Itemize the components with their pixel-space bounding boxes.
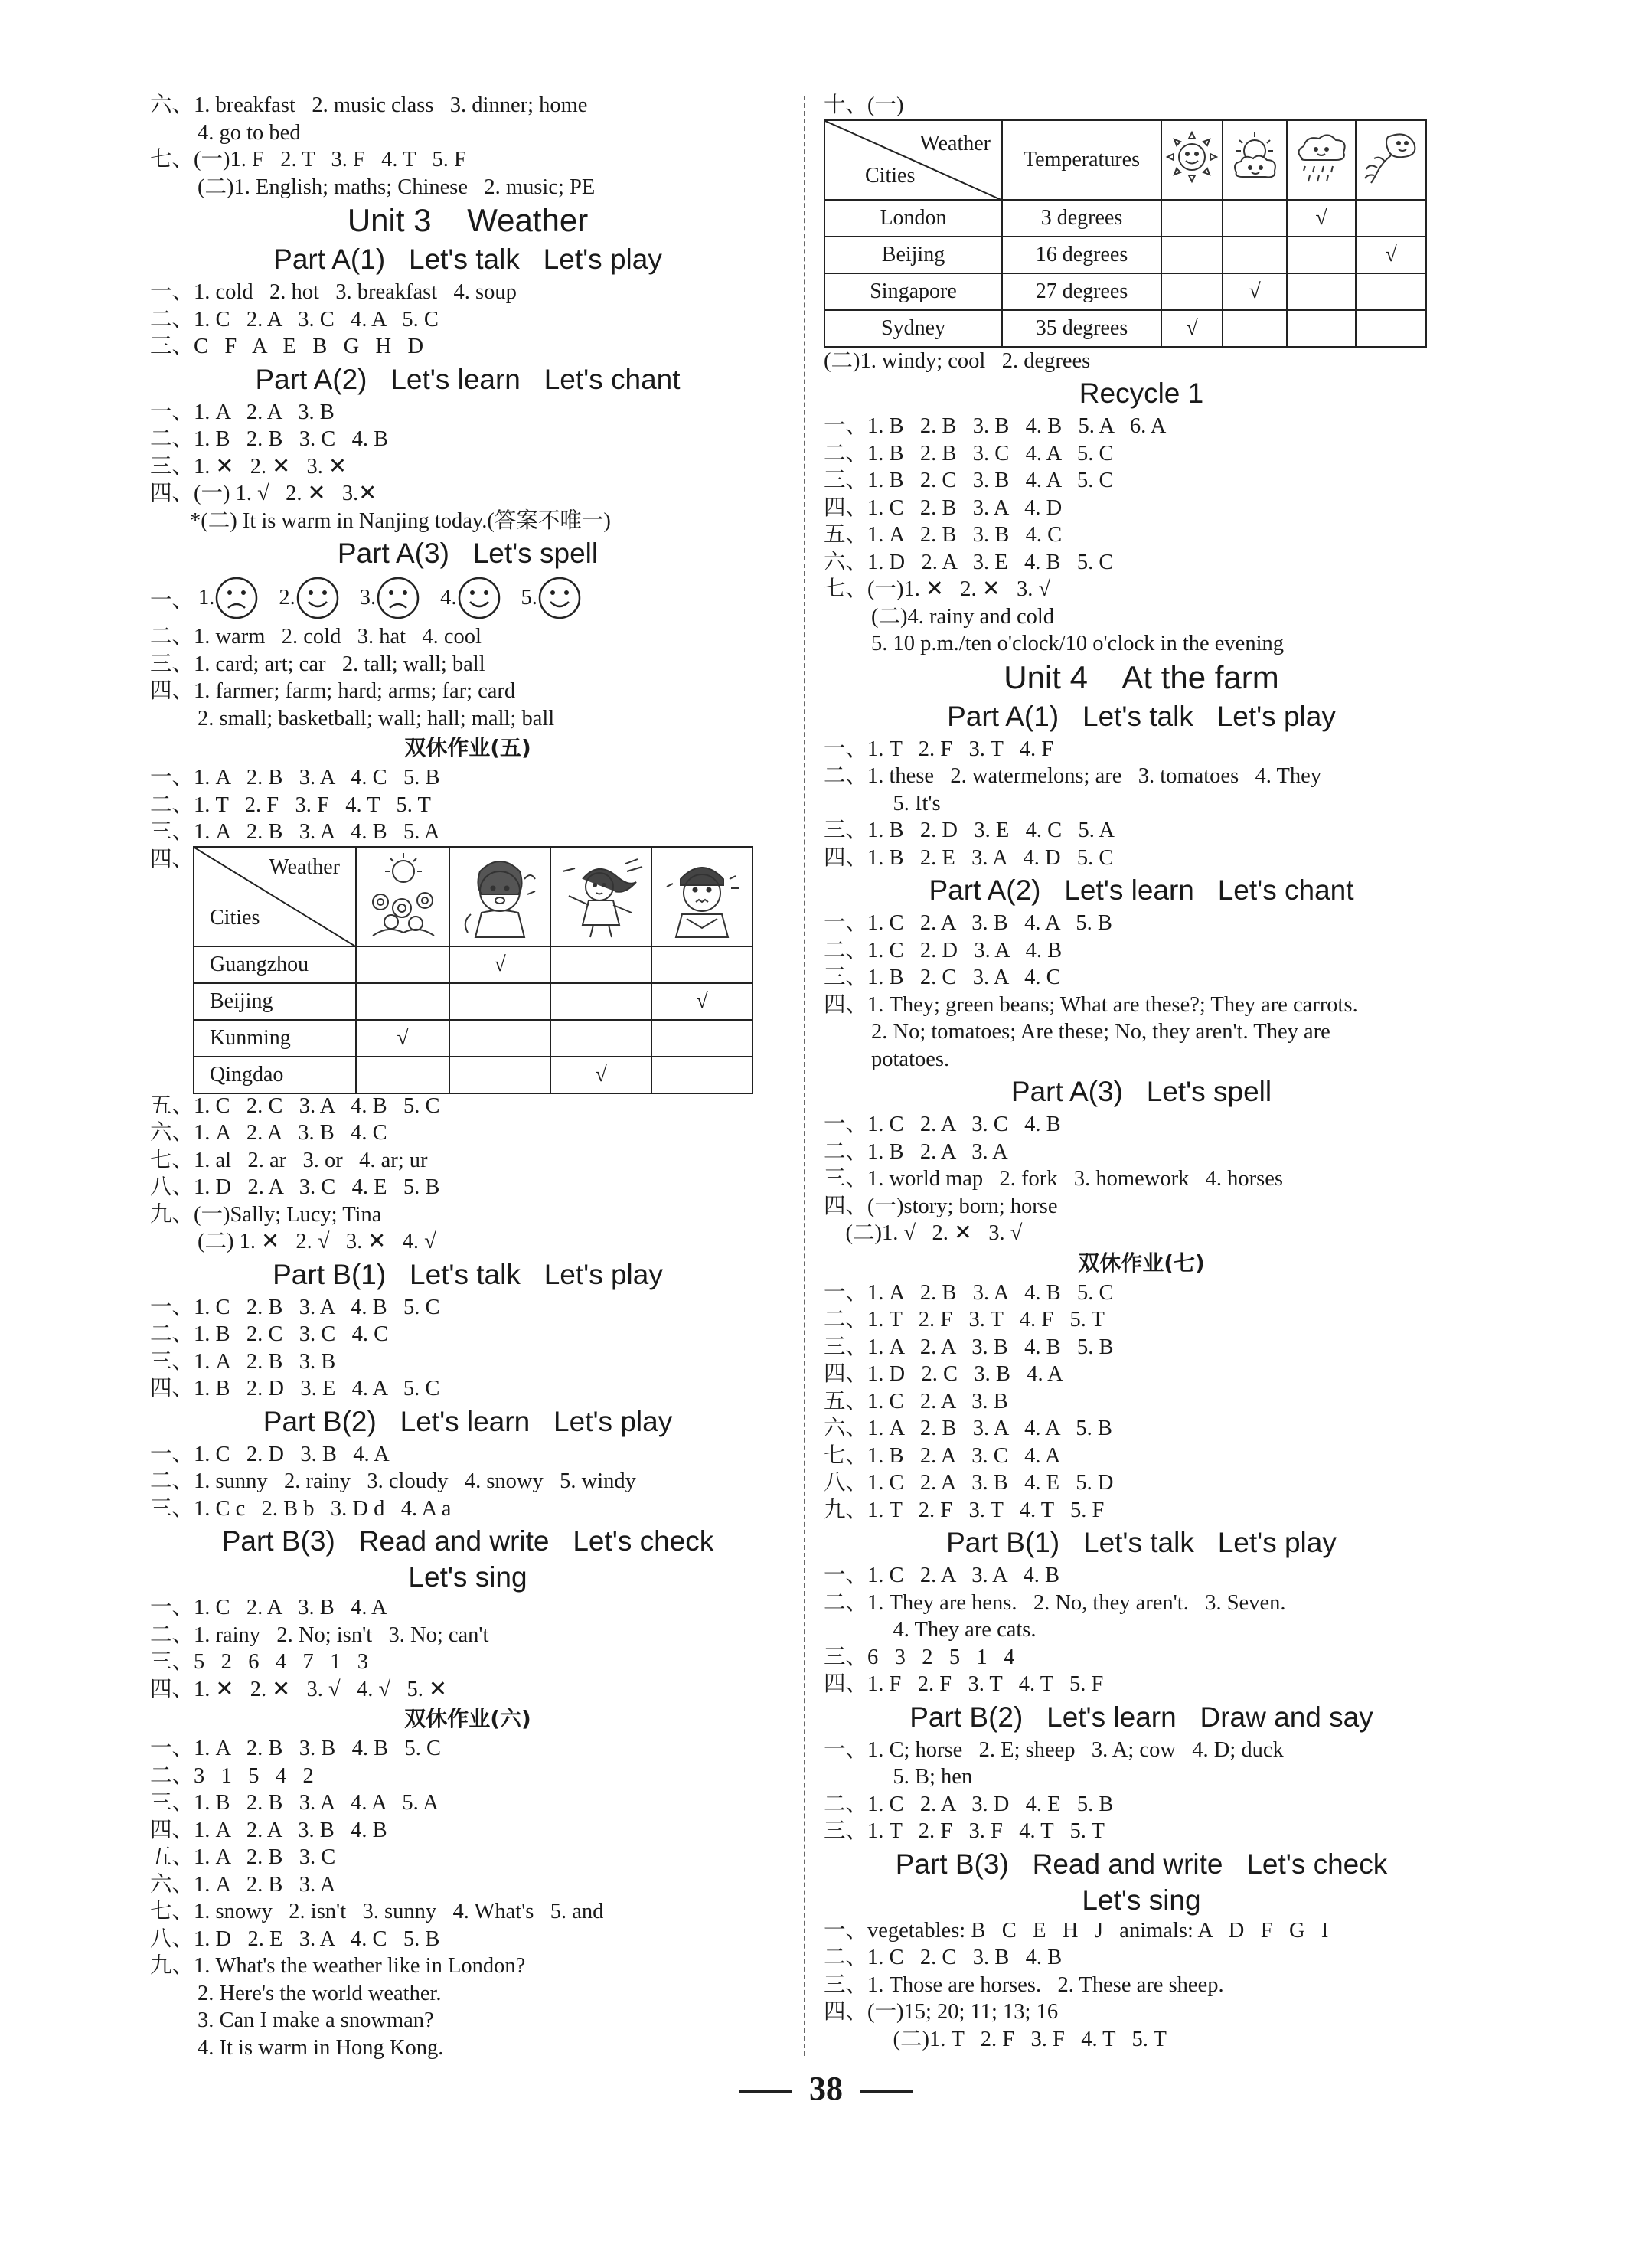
- weather-table-right: [824, 119, 1427, 348]
- mark-cell: [1287, 273, 1356, 310]
- section-title-a2: Part A(2) Let's learn Let's chant: [255, 363, 681, 395]
- homework-title-7: 双休作业(七): [1078, 1250, 1205, 1276]
- header-cities: Cities: [210, 905, 260, 930]
- answer-line: 五、1. C 2. C 3. A 4. B 5. C: [150, 1093, 440, 1118]
- diagonal-header: [824, 120, 1002, 200]
- question-label: 四、: [150, 847, 194, 871]
- answer-line: (二)1. T 2. F 3. F 4. T 5. T: [871, 2027, 1167, 2051]
- answer-line: 四、(一) 1. √ 2. ✕ 3.✕: [150, 482, 377, 505]
- answer-line: 四、(一)15; 20; 11; 13; 16: [824, 2000, 1059, 2024]
- mark-cell: [449, 1020, 550, 1057]
- cloud-sun-icon: [1223, 120, 1287, 200]
- question-label: 一、: [150, 588, 194, 613]
- recycle-title: Recycle 1: [1079, 377, 1204, 409]
- answer-line: 三、6 3 2 5 1 4: [824, 1645, 1015, 1669]
- answer-line: 一、1. C; horse 2. E; sheep 3. A; cow 4. D; duck: [824, 1737, 1284, 1762]
- section-title-b2: Part B(2) Let's learn Draw and say: [909, 1701, 1373, 1733]
- answer-line: 二、1. B 2. B 3. C 4. B: [150, 427, 389, 451]
- answer-line: 4. go to bed: [198, 120, 301, 145]
- mark-cell: √: [550, 1057, 651, 1093]
- answer-line: 二、1. B 2. A 3. A: [824, 1139, 1008, 1164]
- answer-line: 四、1. F 2. F 3. T 4. T 5. F: [824, 1672, 1104, 1696]
- sad-face-icon: [214, 576, 259, 620]
- answer-line: 二、1. these 2. watermelons; are 3. tomatoes 4. They: [824, 764, 1322, 788]
- mark-cell: [356, 1057, 449, 1093]
- question-label: 十、(一): [824, 93, 904, 117]
- left-column: [150, 92, 785, 2061]
- answer-line: 5. 10 p.m./ten o'clock/10 o'clock in the evening: [871, 632, 1284, 655]
- answer-line: 二、1. B 2. C 3. C 4. C: [150, 1322, 389, 1346]
- unit4-title: Unit 4 At the farm: [1004, 659, 1279, 695]
- mark-cell: √: [1287, 200, 1356, 237]
- answer-line: 一、vegetables: B C E H J animals: A D F G I: [824, 1918, 1329, 1943]
- mark-cell: [651, 1057, 753, 1093]
- page-number-value: 38: [809, 2070, 843, 2107]
- temp-cell: 3 degrees: [1002, 200, 1161, 237]
- mark-cell: [1287, 310, 1356, 347]
- answer-line: 三、1. T 2. F 3. F 4. T 5. T: [824, 1819, 1105, 1843]
- answer-line: 三、5 2 6 4 7 1 3: [150, 1650, 369, 1674]
- happy-face-icon: [295, 576, 340, 620]
- answer-line: 六、1. A 2. B 3. A: [150, 1872, 336, 1897]
- diagonal-header: [194, 847, 356, 946]
- answer-line: 三、1. B 2. B 3. A 4. A 5. A: [150, 1791, 439, 1815]
- answer-line: 四、1. C 2. B 3. A 4. D: [824, 495, 1063, 520]
- answer-line: 三、1. A 2. B 3. A 4. B 5. A: [150, 820, 440, 844]
- answer-line: 四、1. B 2. D 3. E 4. A 5. C: [150, 1377, 440, 1400]
- answer-line: (二)1. English; maths; Chinese 2. music; PE: [198, 175, 596, 199]
- answer-line: 二、1. C 2. A 3. C 4. A 5. C: [150, 307, 439, 332]
- answer-line: 七、1. snowy 2. isn't 3. sunny 4. What's 5. and: [150, 1900, 604, 1923]
- answer-line: 4. They are cats.: [871, 1618, 1037, 1642]
- answer-line: 四、1. D 2. C 3. B 4. A: [824, 1362, 1063, 1386]
- answer-line: 三、1. card; art; car 2. tall; wall; ball: [150, 652, 485, 676]
- right-column: [824, 92, 1459, 2053]
- answer-line: 七、1. al 2. ar 3. or 4. ar; ur: [150, 1148, 428, 1172]
- answer-line: 2. small; basketball; wall; hall; mall; ball: [198, 706, 555, 730]
- section-title-b1: Part B(1) Let's talk Let's play: [946, 1527, 1337, 1558]
- answer-line: 一、1. C 2. A 3. C 4. B: [824, 1113, 1061, 1136]
- weather-table-left: [193, 846, 753, 1094]
- answer-line: 二、1. C 2. C 3. B 4. B: [824, 1946, 1063, 1969]
- city-cell: Qingdao: [194, 1057, 356, 1093]
- answer-line: 一、1. T 2. F 3. T 4. F: [824, 737, 1054, 761]
- section-title-a3: Part A(3) Let's spell: [337, 538, 599, 569]
- mark-cell: [356, 983, 449, 1020]
- answer-line: 2. No; tomatoes; Are these; No, they aren't. They are: [871, 1020, 1330, 1044]
- section-title-b3: Part B(3) Read and write Let's check: [895, 1848, 1388, 1880]
- answer-line: 四、1. They; green beans; What are these?; They are carrots.: [824, 992, 1358, 1017]
- answer-line: 九、1. What's the weather like in London?: [150, 1954, 526, 1978]
- answer-line: (二)1. windy; cool 2. degrees: [824, 348, 1091, 373]
- face-answer: [360, 576, 420, 620]
- answer-line: 四、1. ✕ 2. ✕ 3. √ 4. √ 5. ✕: [150, 1677, 447, 1701]
- face-number: 4.: [440, 586, 457, 609]
- answer-line: 5. It's: [871, 791, 941, 815]
- city-cell: Guangzhou: [194, 946, 356, 983]
- answer-line: 4. It is warm in Hong Kong.: [198, 2035, 444, 2060]
- sad-face-icon: [376, 576, 420, 620]
- answer-line: 一、1. A 2. A 3. B: [150, 400, 335, 424]
- mark-cell: [1287, 237, 1356, 273]
- mark-cell: [550, 1020, 651, 1057]
- mark-cell: √: [651, 983, 753, 1020]
- weather-table-block: [150, 846, 785, 1093]
- answer-line: 二、1. warm 2. cold 3. hat 4. cool: [150, 625, 482, 649]
- answer-line: 三、1. ✕ 2. ✕ 3. ✕: [150, 454, 347, 479]
- column-divider: [804, 96, 805, 2056]
- city-cell: Singapore: [824, 273, 1002, 310]
- mark-cell: [1223, 237, 1287, 273]
- happy-face-icon: [457, 576, 501, 620]
- city-cell: Beijing: [194, 983, 356, 1020]
- section-title-b2: Part B(2) Let's learn Let's play: [263, 1405, 673, 1437]
- mark-cell: [1161, 200, 1223, 237]
- answer-line: 七、(一)1. F 2. T 3. F 4. T 5. F: [150, 148, 466, 172]
- happy-face-icon: [537, 576, 582, 620]
- answer-line: 三、1. A 2. A 3. B 4. B 5. B: [824, 1335, 1114, 1359]
- mark-cell: √: [449, 946, 550, 983]
- answer-line: 三、1. B 2. D 3. E 4. C 5. A: [824, 819, 1115, 842]
- answer-line: 一、1. A 2. B 3. A 4. B 5. C: [824, 1280, 1114, 1305]
- answer-line: 四、1. farmer; farm; hard; arms; far; card: [150, 679, 516, 703]
- answer-line: 一、1. C 2. A 3. B 4. A: [150, 1596, 387, 1619]
- answer-line: 九、1. T 2. F 3. T 4. T 5. F: [824, 1498, 1105, 1522]
- answer-line: 二、3 1 5 4 2: [150, 1763, 314, 1788]
- face-answer: [440, 576, 501, 620]
- answer-line: (二)4. rainy and cold: [871, 604, 1055, 629]
- header-cities: Cities: [865, 163, 916, 188]
- wind-icon: [1356, 120, 1426, 200]
- mark-cell: [1161, 273, 1223, 310]
- mark-cell: [1223, 200, 1287, 237]
- mark-cell: √: [1161, 310, 1223, 347]
- section-title-a1: Part A(1) Let's talk Let's play: [273, 243, 662, 275]
- page-number: [0, 2067, 1652, 2110]
- mark-cell: √: [1223, 273, 1287, 310]
- answer-line: 六、1. D 2. A 3. E 4. B 5. C: [824, 550, 1114, 574]
- answer-line: 一、1. C 2. B 3. A 4. B 5. C: [150, 1295, 440, 1319]
- answer-line: (二) 1. ✕ 2. √ 3. ✕ 4. √: [198, 1230, 436, 1253]
- answer-line: 5. B; hen: [871, 1765, 973, 1789]
- answer-line: 三、1. A 2. B 3. B: [150, 1349, 336, 1374]
- answer-line: 一、1. C 2. A 3. B 4. A 5. B: [824, 911, 1112, 935]
- answer-line: 八、1. C 2. A 3. B 4. E 5. D: [824, 1471, 1114, 1495]
- answer-line: 七、1. B 2. A 3. C 4. A: [824, 1443, 1061, 1468]
- answer-line: 三、1. Those are horses. 2. These are sheep.: [824, 1972, 1224, 1997]
- answer-line: 四、1. B 2. E 3. A 4. D 5. C: [824, 845, 1114, 870]
- answer-line: 三、1. B 2. C 3. A 4. C: [824, 966, 1061, 989]
- city-cell: Kunming: [194, 1020, 356, 1057]
- section-title-a1: Part A(1) Let's talk Let's play: [947, 700, 1336, 732]
- windy-girl-icon: [550, 847, 651, 946]
- header-weather: Weather: [269, 855, 340, 879]
- mark-cell: [651, 1020, 753, 1057]
- face-number: 2.: [279, 586, 295, 609]
- face-answer: [279, 576, 339, 620]
- rain-cloud-icon: [1287, 120, 1356, 200]
- answer-line: 二、1. C 2. D 3. A 4. B: [824, 938, 1063, 962]
- mark-cell: [1161, 237, 1223, 273]
- answer-line: 一、1. C 2. D 3. B 4. A: [150, 1442, 390, 1466]
- mark-cell: [550, 983, 651, 1020]
- city-cell: Sydney: [824, 310, 1002, 347]
- answer-line: 六、1. A 2. A 3. B 4. C: [150, 1121, 387, 1145]
- section-title-b3-sub: Let's sing: [408, 1561, 527, 1593]
- mark-cell: [1356, 200, 1426, 237]
- mark-cell: √: [356, 1020, 449, 1057]
- answer-line: 四、1. A 2. A 3. B 4. B: [150, 1818, 387, 1842]
- mark-cell: [449, 1057, 550, 1093]
- cold-boy-icon: [651, 847, 753, 946]
- sun-icon: [1161, 120, 1223, 200]
- face-answer: [521, 576, 582, 620]
- answer-line: 二、1. rainy 2. No; isn't 3. No; can't: [150, 1623, 489, 1647]
- answer-line: 三、1. world map 2. fork 3. homework 4. horses: [824, 1167, 1284, 1191]
- face-number: 3.: [359, 586, 377, 609]
- homework-title-6: 双休作业(六): [404, 1706, 531, 1731]
- temp-cell: 27 degrees: [1002, 273, 1161, 310]
- section-title-b3-sub: Let's sing: [1082, 1884, 1201, 1916]
- city-cell: Beijing: [824, 237, 1002, 273]
- mark-cell: [651, 946, 753, 983]
- answer-line: 九、(一)Sally; Lucy; Tina: [150, 1202, 382, 1227]
- mark-cell: [356, 946, 449, 983]
- answer-line: 五、1. A 2. B 3. B 4. C: [824, 523, 1063, 547]
- unit3-title: Unit 3 Weather: [347, 202, 589, 238]
- mark-cell: [1356, 310, 1426, 347]
- mark-cell: [1356, 273, 1426, 310]
- answer-line: 八、1. D 2. A 3. C 4. E 5. B: [150, 1175, 440, 1199]
- answer-line: 一、1. C 2. A 3. A 4. B: [824, 1564, 1060, 1587]
- answer-line: 五、1. A 2. B 3. C: [150, 1845, 336, 1869]
- answer-line: 三、1. B 2. C 3. B 4. A 5. C: [824, 469, 1114, 492]
- sunny-flowers-icon: [356, 847, 449, 946]
- mark-cell: [550, 946, 651, 983]
- city-cell: London: [824, 200, 1002, 237]
- dash-left: [739, 2090, 792, 2093]
- mark-cell: √: [1356, 237, 1426, 273]
- answer-line: 二、1. C 2. A 3. D 4. E 5. B: [824, 1792, 1114, 1816]
- answer-line: 五、1. C 2. A 3. B: [824, 1389, 1008, 1413]
- header-weather: Weather: [919, 131, 991, 155]
- section-title-a3: Part A(3) Let's spell: [1010, 1076, 1272, 1107]
- face-answer: [198, 576, 259, 620]
- answer-line: 3. Can I make a snowman?: [198, 2008, 434, 2032]
- answer-line: 二、1. They are hens. 2. No, they aren't. 3. Seven.: [824, 1590, 1286, 1615]
- answer-line: 二、1. B 2. B 3. C 4. A 5. C: [824, 441, 1114, 466]
- answer-line: 一、1. A 2. B 3. B 4. B 5. C: [150, 1737, 442, 1760]
- section-title-a2: Part A(2) Let's learn Let's chant: [929, 874, 1354, 906]
- answer-line: 一、1. B 2. B 3. B 4. B 5. A 6. A: [824, 414, 1167, 438]
- answer-line: 一、1. A 2. B 3. A 4. C 5. B: [150, 766, 440, 789]
- answer-line: 二、1. sunny 2. rainy 3. cloudy 4. snowy 5. windy: [150, 1469, 636, 1493]
- faces-row: [150, 573, 785, 623]
- homework-title-5: 双休作业(五): [404, 735, 531, 760]
- answer-line: potatoes.: [871, 1047, 950, 1071]
- answer-line: 三、1. C c 2. B b 3. D d 4. A a: [150, 1496, 452, 1521]
- answer-line: *(二) It is warm in Nanjing today.(答案不唯一): [190, 508, 611, 533]
- answer-line: 一、1. cold 2. hot 3. breakfast 4. soup: [150, 280, 517, 304]
- section-title-b3: Part B(3) Read and write Let's check: [221, 1525, 714, 1557]
- answer-line: 四、(一)story; born; horse: [824, 1194, 1058, 1218]
- temp-cell: 35 degrees: [1002, 310, 1161, 347]
- mark-cell: [449, 983, 550, 1020]
- answer-line: 六、1. A 2. B 3. A 4. A 5. B: [824, 1417, 1112, 1440]
- mark-cell: [1223, 310, 1287, 347]
- answer-line: 七、(一)1. ✕ 2. ✕ 3. √: [824, 577, 1051, 601]
- face-number: 1.: [198, 586, 215, 609]
- dash-right: [860, 2090, 913, 2093]
- temp-cell: 16 degrees: [1002, 237, 1161, 273]
- answer-line: 八、1. D 2. E 3. A 4. C 5. B: [150, 1926, 440, 1951]
- answer-line: 二、1. T 2. F 3. T 4. F 5. T: [824, 1308, 1105, 1332]
- header-temperatures: Temperatures: [1002, 120, 1161, 200]
- hot-boy-icon: [449, 847, 550, 946]
- face-number: 5.: [521, 586, 537, 609]
- answer-line: 二、1. T 2. F 3. F 4. T 5. T: [150, 792, 431, 817]
- answer-line: 六、1. breakfast 2. music class 3. dinner; home: [150, 93, 588, 117]
- answer-line: 三、C F A E B G H D: [150, 335, 424, 358]
- answer-line: 2. Here's the world weather.: [198, 1981, 442, 2005]
- section-title-b1: Part B(1) Let's talk Let's play: [273, 1258, 663, 1290]
- answer-line: (二)1. √ 2. ✕ 3. √: [824, 1221, 1023, 1245]
